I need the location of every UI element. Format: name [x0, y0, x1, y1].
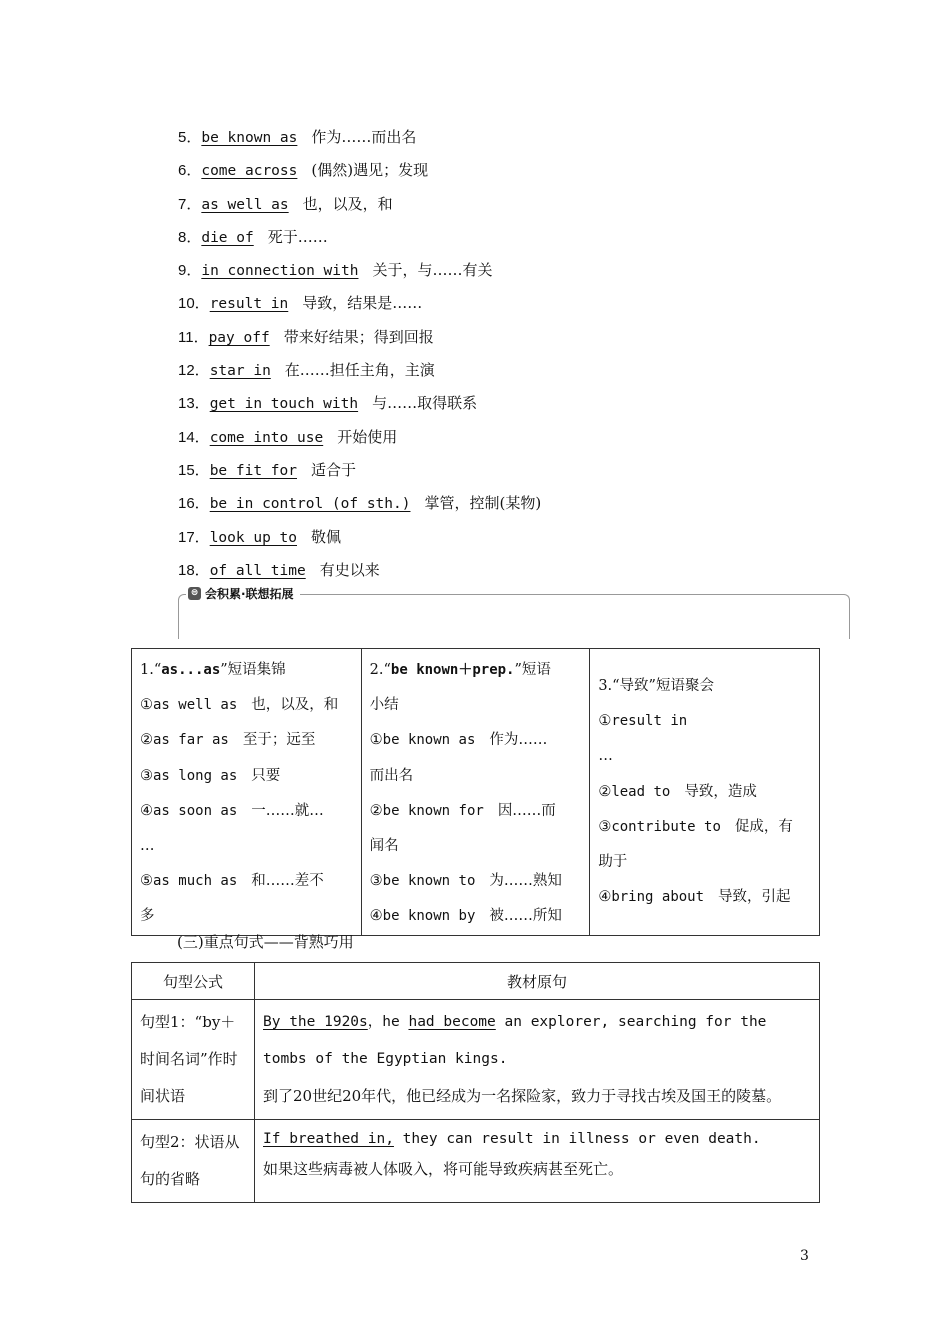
header-source: 教材原句: [255, 963, 820, 1000]
phrase-chinese: 敬佩: [311, 527, 342, 546]
phrase-item: [178, 157, 878, 190]
item-english: as far as: [153, 732, 229, 749]
phrase-chinese: 导致，结果是……: [302, 294, 423, 313]
group-item: [140, 723, 355, 758]
item-mark: ③: [369, 873, 383, 890]
item-mark: ④: [598, 889, 612, 906]
item-chinese: 闻名: [369, 838, 399, 855]
phrase-english: star in: [209, 363, 271, 380]
item-chinese: 导致，造成: [684, 783, 757, 800]
group-item: [140, 899, 355, 934]
phrase-groups-table: [131, 648, 820, 936]
item-english: as much as: [153, 873, 238, 890]
phrase-number: 5．: [178, 129, 202, 146]
group-item: [370, 829, 584, 864]
phrase-item: [178, 524, 878, 557]
phrase-english: die of: [201, 229, 254, 246]
phrase-number: 13．: [178, 395, 210, 413]
example-text: an explorer, searching for the tombs of the Egyptian kings.: [263, 1014, 767, 1067]
phrase-english: in connection with: [201, 263, 359, 280]
item-english: as soon as: [153, 802, 238, 819]
item-mark: ③: [598, 818, 612, 835]
phrase-list: [178, 124, 878, 590]
header-formula: 句型公式: [132, 963, 255, 1000]
item-mark: ③: [140, 767, 153, 784]
item-english: be known as: [382, 732, 476, 749]
title-english: be known＋prep.: [390, 662, 515, 678]
table-row: [132, 1000, 820, 1120]
phrase-chinese: 也，以及，和: [302, 194, 393, 213]
group-title: [140, 653, 355, 688]
phrase-chinese: 开始使用: [337, 427, 398, 446]
underlined-phrase: If breathed in,: [263, 1131, 394, 1147]
group-item: [140, 794, 355, 829]
item-english: be known for: [382, 802, 484, 819]
phrase-english: of all time: [209, 562, 306, 579]
phrase-number: 6．: [178, 162, 202, 180]
pattern-example: [255, 1120, 820, 1203]
item-chinese: 助于: [598, 854, 628, 871]
example-text: ，he: [367, 1014, 409, 1030]
example-chinese: 如果这些病毒被人体吸入，将可能导致疾病甚至死亡。: [263, 1160, 624, 1178]
item-mark: ②: [369, 802, 383, 819]
pattern-label: 句型2：状语从句的省略: [132, 1120, 255, 1203]
phrase-number: 10．: [178, 295, 210, 313]
phrase-item: [178, 257, 878, 290]
item-chinese: 因……而: [497, 802, 556, 819]
pattern-example: [255, 1000, 820, 1120]
group-title-line2: 小结: [369, 697, 399, 714]
group-item: [598, 739, 813, 774]
item-english: be known to: [382, 873, 476, 890]
item-chinese: 也，以及，和: [251, 697, 339, 714]
title-suffix: ”短语: [514, 662, 551, 678]
phrase-item: [178, 490, 878, 523]
item-mark: ⑤: [140, 873, 153, 890]
phrase-english: get in touch with: [209, 396, 359, 413]
item-chinese: 作为……: [489, 732, 548, 749]
group-as-as: [132, 649, 362, 936]
phrase-chinese: 与……取得联系: [372, 394, 478, 413]
phrase-english: be in control (of sth.): [209, 496, 411, 513]
section3-title: (三)重点句式——背熟巧用: [177, 933, 354, 951]
item-english: as well as: [153, 697, 238, 714]
item-chinese: 被……所知: [489, 908, 562, 925]
title-prefix: 2.“: [369, 662, 391, 678]
example-english: [263, 1124, 811, 1154]
group-item: [370, 723, 584, 758]
phrase-number: 18．: [178, 561, 210, 579]
phrase-number: 14．: [178, 428, 210, 446]
group-item: [370, 899, 584, 934]
underlined-phrase: By the 1920s: [263, 1014, 368, 1030]
example-text: they can result in illness or even death.: [393, 1131, 761, 1147]
page-number: 3: [800, 1248, 809, 1264]
group-item: [598, 810, 813, 845]
phrase-item: [178, 457, 878, 490]
item-english: as long as: [153, 767, 238, 784]
group-item: [140, 829, 355, 864]
phrase-item: [178, 224, 878, 257]
phrase-chinese: 作为……而出名: [311, 128, 417, 146]
group-item: [140, 688, 355, 723]
underlined-phrase: had become: [408, 1014, 496, 1030]
phrase-chinese: 带来好结果；得到回报: [283, 327, 434, 346]
sentence-patterns-table: [131, 962, 820, 1203]
item-english: lead to: [611, 783, 671, 800]
pattern-label: 句型1：“by＋时间名词”作时间状语: [132, 1000, 255, 1120]
item-chinese: 只要: [251, 767, 281, 784]
item-chinese: 为……熟知: [489, 873, 562, 890]
item-chinese: 和……差不: [251, 873, 324, 890]
title-suffix: ”短语集锦: [220, 662, 286, 678]
table-row: [132, 1120, 820, 1203]
example-chinese: 到了20世纪20年代，他已经成为一名探险家，致力于寻找古埃及国王的陵墓。: [263, 1087, 782, 1105]
phrase-number: 9．: [178, 262, 202, 280]
phrase-item: [178, 124, 878, 157]
phrase-number: 17．: [178, 528, 210, 546]
example-english: [263, 1004, 811, 1078]
phrase-english: as well as: [201, 196, 289, 213]
item-english: contribute to: [611, 818, 721, 835]
item-chinese: 至于；远至: [242, 732, 316, 749]
group-item: [370, 794, 584, 829]
phrase-number: 15．: [178, 461, 210, 479]
phrase-item: [178, 390, 878, 423]
title-english: as...as: [161, 662, 221, 678]
item-chinese: …: [140, 838, 155, 855]
title-prefix: 1.“: [140, 662, 162, 678]
item-english: result in: [611, 713, 688, 730]
phrase-english: result in: [209, 296, 289, 313]
item-mark: ①: [140, 697, 153, 714]
item-chinese: 一……就…: [251, 802, 324, 819]
group-item: [140, 864, 355, 899]
group-item: [598, 704, 813, 739]
item-chinese: 而出名: [369, 767, 414, 784]
item-mark: ②: [598, 783, 612, 800]
phrase-item: [178, 357, 878, 390]
phrase-number: 16．: [178, 495, 210, 513]
phrase-chinese: 有史以来: [319, 560, 380, 579]
phrase-chinese: 关于，与……有关: [372, 261, 493, 280]
item-english: be known by: [382, 908, 476, 925]
phrase-chinese: 掌管，控制(某物): [424, 494, 542, 513]
phrase-english: come into use: [209, 429, 324, 446]
phrase-item: [178, 424, 878, 457]
section-header-label: 会积累·联想拓展: [205, 587, 294, 601]
item-mark: ④: [140, 802, 153, 819]
group-title: 3.“导致”短语聚会: [598, 678, 714, 694]
item-chinese: 促成，有: [734, 818, 793, 835]
phrase-english: be known as: [201, 130, 298, 146]
item-english: bring about: [611, 889, 705, 906]
item-mark: ①: [598, 713, 612, 730]
phrase-english: come across: [201, 163, 298, 180]
group-item: [370, 864, 584, 899]
phrase-english: pay off: [208, 329, 270, 346]
group-lead-to: [590, 649, 820, 936]
item-mark: ①: [369, 732, 383, 749]
section-icon: ⊜: [188, 587, 201, 600]
phrase-chinese: 适合于: [311, 460, 357, 479]
phrase-item: [178, 324, 878, 357]
phrase-number: 7．: [178, 195, 202, 213]
group-item: [598, 775, 813, 810]
group-be-known: [361, 649, 590, 936]
phrase-chinese: 在……担任主角，主演: [284, 361, 435, 380]
item-mark: ②: [140, 732, 153, 749]
item-mark: ④: [369, 908, 383, 925]
phrase-number: 12．: [178, 362, 210, 380]
phrase-number: 11．: [178, 328, 209, 346]
item-chinese: …: [598, 748, 613, 765]
item-chinese: 导致，引起: [718, 889, 791, 906]
group-item: [598, 845, 813, 880]
phrase-chinese: 死于……: [267, 227, 328, 246]
phrase-english: look up to: [209, 529, 297, 546]
section-header: [186, 585, 300, 602]
phrase-chinese: (偶然)遇见；发现: [311, 161, 429, 180]
group-title: [370, 653, 584, 688]
phrase-number: 8．: [178, 228, 202, 246]
group-item: [598, 880, 813, 915]
group-item: [140, 759, 355, 794]
phrase-item: [178, 191, 878, 224]
item-chinese: 多: [140, 908, 155, 925]
group-item: [370, 759, 584, 794]
phrase-english: be fit for: [209, 462, 297, 479]
phrase-item: [178, 290, 878, 323]
